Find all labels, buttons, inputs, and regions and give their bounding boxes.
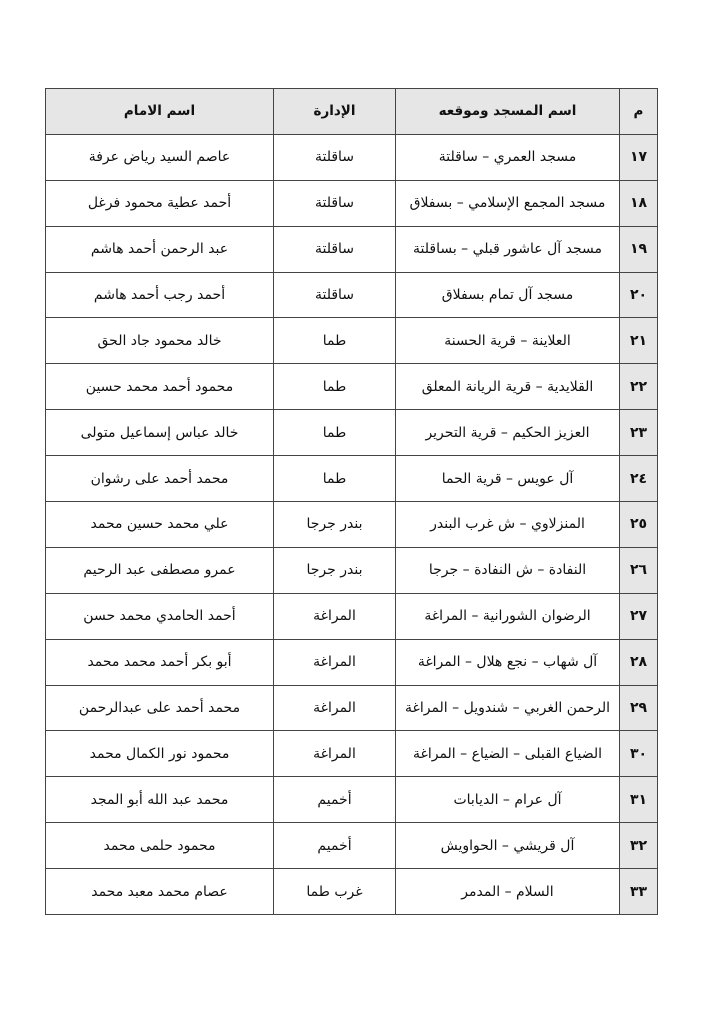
table-row (46, 134, 658, 180)
mosque-name-cell: العلاينة – قرية الحسنة (396, 318, 620, 364)
table-row (46, 502, 658, 548)
mosque-name-cell: مسجد آل عاشور قبلي – بساقلتة (396, 226, 620, 272)
imam-name-cell: أحمد رجب أحمد هاشم (46, 272, 274, 318)
imam-name-cell: محمد عبد الله أبو المجد (46, 777, 274, 823)
row-number: ٢٨ (620, 639, 658, 685)
mosque-name-cell: آل عرام – الديابات (396, 777, 620, 823)
mosque-name-cell: آل عويس – قرية الحما (396, 456, 620, 502)
administration-cell: أخميم (274, 823, 396, 869)
mosque-name-cell: الرضوان الشورانية – المراغة (396, 593, 620, 639)
table-row (46, 272, 658, 318)
mosque-name-cell: السلام – المدمر (396, 869, 620, 915)
row-number: ٣١ (620, 777, 658, 823)
mosque-name-cell: آل شهاب – نجع هلال – المراغة (396, 639, 620, 685)
row-number: ٢١ (620, 318, 658, 364)
row-number: ٣٠ (620, 731, 658, 777)
row-number: ١٨ (620, 180, 658, 226)
table-row (46, 731, 658, 777)
administration-cell: ساقلتة (274, 134, 396, 180)
table-row (46, 410, 658, 456)
table-row (46, 823, 658, 869)
administration-cell: ساقلتة (274, 180, 396, 226)
administration-cell: طما (274, 364, 396, 410)
mosque-name-cell: الرحمن الغربي – شندويل – المراغة (396, 685, 620, 731)
row-number: ٢٦ (620, 547, 658, 593)
header-mosque-name-location: اسم المسجد وموقعه (396, 89, 620, 135)
administration-cell: ساقلتة (274, 272, 396, 318)
imam-name-cell: علي محمد حسين محمد (46, 502, 274, 548)
imam-name-cell: محمود نور الكمال محمد (46, 731, 274, 777)
table-row (46, 685, 658, 731)
table-row (46, 593, 658, 639)
row-number: ٢٣ (620, 410, 658, 456)
administration-cell: بندر جرجا (274, 502, 396, 548)
imam-name-cell: أحمد عطية محمود فرغل (46, 180, 274, 226)
administration-cell: طما (274, 410, 396, 456)
header-imam-name: اسم الامام (46, 89, 274, 135)
table-row (46, 318, 658, 364)
administration-cell: المراغة (274, 731, 396, 777)
imam-name-cell: محمد أحمد على عبدالرحمن (46, 685, 274, 731)
administration-cell: أخميم (274, 777, 396, 823)
administration-cell: غرب طما (274, 869, 396, 915)
imam-name-cell: محمود حلمى محمد (46, 823, 274, 869)
administration-cell: ساقلتة (274, 226, 396, 272)
table-row (46, 180, 658, 226)
imam-name-cell: محمد أحمد على رشوان (46, 456, 274, 502)
header-administration: الإدارة (274, 89, 396, 135)
mosques-table (45, 88, 658, 915)
mosque-name-cell: المنزلاوي – ش غرب البندر (396, 502, 620, 548)
row-number: ٢٧ (620, 593, 658, 639)
imam-name-cell: خالد عباس إسماعيل متولى (46, 410, 274, 456)
imam-name-cell: أحمد الحامدي محمد حسن (46, 593, 274, 639)
administration-cell: المراغة (274, 685, 396, 731)
mosque-name-cell: مسجد المجمع الإسلامي – بسفلاق (396, 180, 620, 226)
table-row (46, 364, 658, 410)
imam-name-cell: أبو بكر أحمد محمد محمد (46, 639, 274, 685)
row-number: ٢٢ (620, 364, 658, 410)
mosque-name-cell: العزيز الحكيم – قرية التحرير (396, 410, 620, 456)
row-number: ٢٩ (620, 685, 658, 731)
row-number: ٣٢ (620, 823, 658, 869)
imam-name-cell: محمود أحمد محمد حسين (46, 364, 274, 410)
mosque-name-cell: القلايدية – قرية الريانة المعلق (396, 364, 620, 410)
row-number: ١٧ (620, 134, 658, 180)
table-row (46, 777, 658, 823)
row-number: ٢٠ (620, 272, 658, 318)
table-row (46, 547, 658, 593)
administration-cell: طما (274, 456, 396, 502)
table-row (46, 456, 658, 502)
mosque-name-cell: مسجد آل تمام بسفلاق (396, 272, 620, 318)
imam-name-cell: عصام محمد معبد محمد (46, 869, 274, 915)
administration-cell: طما (274, 318, 396, 364)
table-row (46, 639, 658, 685)
imam-name-cell: عبد الرحمن أحمد هاشم (46, 226, 274, 272)
row-number: ١٩ (620, 226, 658, 272)
imam-name-cell: عاصم السيد رياض عرفة (46, 134, 274, 180)
imam-name-cell: عمرو مصطفى عبد الرحيم (46, 547, 274, 593)
header-number: م (620, 89, 658, 135)
mosque-name-cell: مسجد العمري – ساقلتة (396, 134, 620, 180)
table-row (46, 869, 658, 915)
row-number: ٢٤ (620, 456, 658, 502)
row-number: ٢٥ (620, 502, 658, 548)
imam-name-cell: خالد محمود جاد الحق (46, 318, 274, 364)
table-header-row (46, 89, 658, 135)
administration-cell: بندر جرجا (274, 547, 396, 593)
administration-cell: المراغة (274, 593, 396, 639)
mosque-name-cell: الضياع القبلى – الضياع – المراغة (396, 731, 620, 777)
mosque-name-cell: النفادة – ش النفادة – جرجا (396, 547, 620, 593)
table-row (46, 226, 658, 272)
mosque-name-cell: آل قريشي – الحواويش (396, 823, 620, 869)
administration-cell: المراغة (274, 639, 396, 685)
row-number: ٣٣ (620, 869, 658, 915)
